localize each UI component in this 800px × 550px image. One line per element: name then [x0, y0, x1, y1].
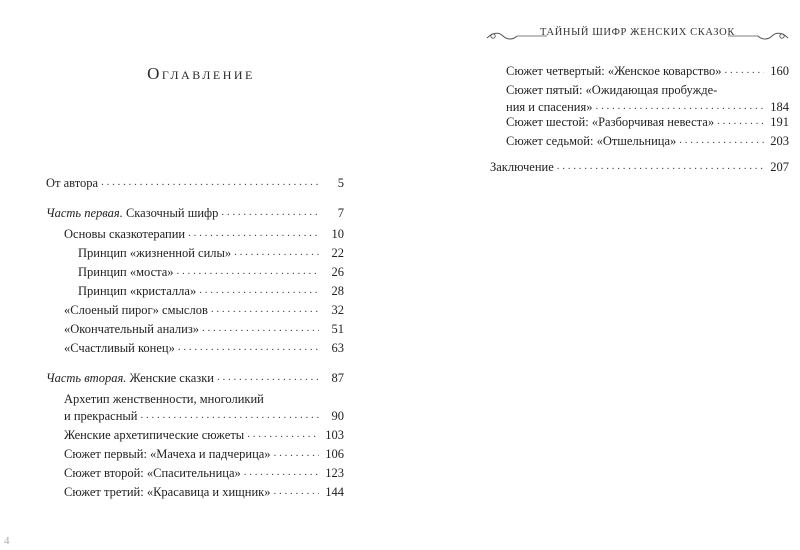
dot-leader	[725, 62, 764, 78]
corner-mark: 4	[4, 535, 10, 547]
toc-page-number: 22	[331, 246, 344, 260]
toc-page-number: 87	[331, 371, 344, 385]
toc-entry-part-one	[46, 205, 344, 221]
toc-entry-label: Основы сказкотерапии	[64, 227, 186, 241]
toc-entry-label: Сюжет второй: «Спасительница»	[64, 466, 241, 480]
toc-page-number: 63	[331, 341, 344, 355]
toc-page-number: 103	[325, 428, 344, 442]
toc-entry-label: Сюжет третий: «Красавица и хищник»	[64, 485, 271, 499]
toc-entry-label-line1: Архетип женственности, многоликий	[64, 392, 264, 406]
toc-entry-plot-five	[506, 82, 789, 115]
toc-entry-plot-one	[64, 446, 344, 462]
toc-entry-archetype	[64, 391, 344, 424]
dot-leader	[557, 158, 764, 174]
dot-leader	[141, 407, 320, 423]
toc-entry-label: «Окончательный анализ»	[64, 322, 200, 336]
toc-entry-label: Принцип «моста»	[78, 265, 174, 279]
toc-entry-plot-three	[64, 484, 344, 500]
part-title: Женские сказки	[129, 371, 214, 385]
toc-entry-basics	[64, 226, 344, 242]
toc-page-number: 5	[337, 176, 344, 190]
toc-entry-plot-six	[506, 114, 789, 130]
toc-entry-conclusion	[490, 159, 789, 175]
running-head	[485, 24, 790, 48]
toc-entry-label: Сюжет шестой: «Разборчивая невеста»	[506, 115, 715, 129]
toc-entry-label: Сюжет седьмой: «Отшельница»	[506, 134, 677, 148]
toc-page-number: 144	[325, 485, 344, 499]
toc-entry-label: От автора	[46, 176, 99, 190]
toc-page-number: 123	[325, 466, 344, 480]
toc-entry-part-two	[46, 370, 344, 386]
dot-leader	[199, 282, 319, 298]
dot-leader	[221, 204, 319, 220]
dot-leader	[274, 445, 319, 461]
toc-entry-label: ния и спасения»	[506, 100, 593, 114]
toc-entry-plot-two	[64, 465, 344, 481]
dot-leader	[202, 320, 319, 336]
right-page	[400, 0, 800, 550]
dot-leader	[234, 244, 319, 260]
toc-entry-crystal	[78, 283, 344, 299]
toc-entry-label: Сюжет первый: «Мачеха и падчерица»	[64, 447, 271, 461]
dot-leader	[679, 132, 764, 148]
toc-entry-layer-cake	[64, 302, 344, 318]
dot-leader	[274, 483, 320, 499]
toc-entry-life-force	[78, 245, 344, 261]
part-label: Часть первая.	[46, 206, 123, 220]
toc-entry-label	[46, 205, 218, 221]
toc-entry-label: «Слоеный пирог» смыслов	[64, 303, 208, 317]
dot-leader	[178, 339, 319, 355]
dot-leader	[101, 174, 319, 190]
toc-entry-happy-end	[64, 340, 344, 356]
dot-leader	[595, 98, 764, 114]
dot-leader	[217, 369, 319, 385]
toc-page-number: 10	[331, 227, 344, 241]
toc-entry-label: и прекрасный	[64, 409, 138, 423]
toc-page-number: 51	[331, 322, 344, 336]
toc-page-number: 28	[331, 284, 344, 298]
toc-page-number: 160	[770, 64, 789, 78]
toc-entry-final-analysis	[64, 321, 344, 337]
toc-entry-label: Принцип «жизненной силы»	[78, 246, 232, 260]
toc-entry-label: Принцип «кристалла»	[78, 284, 197, 298]
part-label: Часть вторая.	[46, 371, 127, 385]
toc-page-number: 90	[331, 409, 344, 423]
toc-entry-label: «Счастливый конец»	[64, 341, 175, 355]
toc-entry-foreword	[46, 175, 344, 191]
toc-page-number: 203	[770, 134, 789, 148]
toc-page-number: 106	[325, 447, 344, 461]
toc-entry-label: Женские архетипические сюжеты	[64, 428, 245, 442]
toc-entry-plot-four	[506, 63, 789, 79]
toc-entry-plot-seven	[506, 133, 789, 149]
toc-entry-bridge	[78, 264, 344, 280]
toc-entry-label: Заключение	[490, 160, 554, 174]
dot-leader	[211, 301, 319, 317]
toc-page-number: 32	[331, 303, 344, 317]
toc-page-number: 26	[331, 265, 344, 279]
toc-entry-label	[46, 370, 214, 386]
toc-entry-archetypal-plots	[64, 427, 344, 443]
dot-leader	[177, 263, 319, 279]
toc-page-number: 207	[770, 160, 789, 174]
toc-page-number: 7	[337, 206, 344, 220]
toc-entry-label-line1: Сюжет пятый: «Ожидающая пробужде-	[506, 83, 718, 97]
dot-leader	[247, 426, 319, 442]
running-head-text: ТАЙНЫЙ ШИФР ЖЕНСКИХ СКАЗОК	[540, 27, 735, 38]
toc-page-number: 191	[770, 115, 789, 129]
dot-leader	[717, 113, 764, 129]
part-title: Сказочный шифр	[125, 206, 219, 220]
toc-page-number: 184	[770, 100, 789, 114]
dot-leader	[244, 464, 319, 480]
toc-entry-label: Сюжет четвертый: «Женское коварство»	[506, 64, 722, 78]
toc-title: Оглавление	[147, 64, 255, 83]
dot-leader	[188, 225, 319, 241]
